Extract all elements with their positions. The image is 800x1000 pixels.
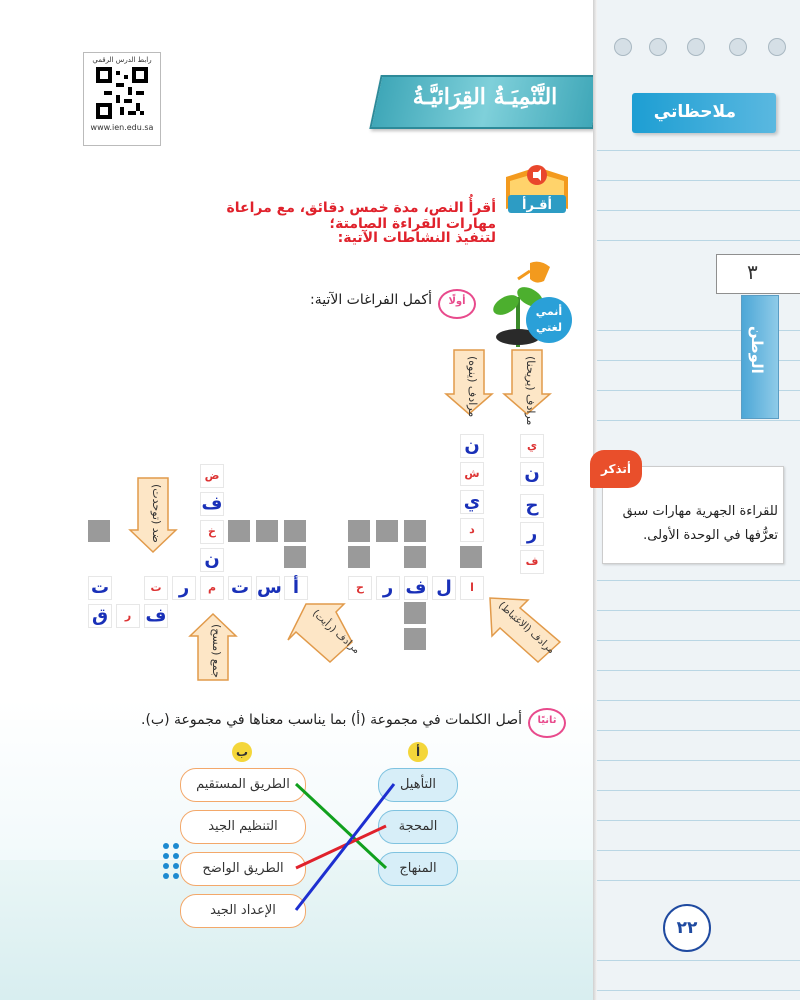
crossword-cell[interactable]: ض <box>200 464 224 488</box>
crossword-blocked-cell <box>256 520 278 542</box>
crossword-blocked-cell <box>404 602 426 624</box>
binder-hole <box>729 38 747 56</box>
grow-badge-line1: أنمي <box>535 305 563 318</box>
read-badge-label: أقـرأ <box>522 198 552 213</box>
note-line <box>597 150 800 151</box>
group-b-item[interactable]: الإعداد الجيد <box>180 894 306 928</box>
question-2-badge: ثانيًا <box>528 708 566 738</box>
unit-name: الوطن <box>748 326 766 374</box>
question-2-text: أصل الكلمات في مجموعة (أ) بما يناسب معناها في مجموعة (ب). <box>141 712 522 728</box>
crossword-cell[interactable]: ف <box>201 493 223 514</box>
crossword-cell[interactable]: د <box>460 518 484 542</box>
note-line <box>597 610 800 611</box>
note-line <box>597 960 800 961</box>
note-line <box>597 790 800 791</box>
note-line <box>597 670 800 671</box>
crossword-cell[interactable]: ل <box>432 576 456 600</box>
crossword-cell[interactable]: ت <box>228 576 252 600</box>
group-a-item[interactable]: المنهاج <box>378 852 458 886</box>
crossword-cell[interactable]: ي <box>520 434 544 458</box>
note-line <box>597 700 800 701</box>
crossword-blocked-cell <box>376 520 398 542</box>
note-line <box>597 850 800 851</box>
arrow-label-opp: ضد (توحدت) <box>150 484 163 543</box>
crossword-blocked-cell <box>404 520 426 542</box>
arrow-label-syn-broad: مرادف (يريحنا) <box>524 356 537 426</box>
note-line <box>597 880 800 881</box>
crossword-cell[interactable]: ر <box>376 576 400 600</box>
note-line <box>597 730 800 731</box>
notes-title-bar <box>632 93 776 133</box>
arrow-label-syn-nod: مرادف (ينوه) <box>466 356 479 418</box>
notes-title: ملاحظاتي <box>653 102 736 122</box>
binder-hole <box>687 38 705 56</box>
crossword-cell[interactable]: ف <box>405 577 427 598</box>
arrow-label-syn-happy: مرادف (الاغتباط) <box>495 600 557 657</box>
note-line <box>597 210 800 211</box>
crossword-cell[interactable]: س <box>257 577 282 598</box>
group-a-label: أ <box>408 742 428 762</box>
crossword-cell[interactable]: ي <box>460 490 484 514</box>
note-line <box>597 820 800 821</box>
crossword-cell[interactable]: ق <box>88 604 112 628</box>
group-b-item[interactable]: الطريق الواضح <box>180 852 306 886</box>
crossword-cell[interactable]: ر <box>520 522 544 546</box>
crossword-cell[interactable]: ن <box>520 462 544 486</box>
crossword-blocked-cell <box>460 546 482 568</box>
note-line <box>597 420 800 421</box>
group-b-item[interactable]: الطريق المستقيم <box>180 768 306 802</box>
unit-number-box <box>716 254 800 294</box>
crossword-cell[interactable]: ر <box>116 604 140 628</box>
crossword-blocked-cell <box>284 546 306 568</box>
crossword-cell[interactable]: ف <box>520 550 544 574</box>
group-a-item[interactable]: المحجة <box>378 810 458 844</box>
note-line <box>597 180 800 181</box>
crossword-cell[interactable]: ا <box>460 576 484 600</box>
crossword-cell[interactable]: ت <box>88 576 112 600</box>
unit-number: ٣ <box>747 260 758 284</box>
crossword-blocked-cell <box>404 546 426 568</box>
note-line <box>597 240 800 241</box>
note-line <box>597 580 800 581</box>
crossword-cell[interactable]: ح <box>348 576 372 600</box>
lesson-title: التَّنْمِيَـةُ القِرَائيَّـةُ <box>412 84 558 110</box>
crossword-cell[interactable]: ن <box>460 434 484 458</box>
instruction-line-1: أقرأُ النص، مدة خمس دقائق، مع مراعاة مهارات القراءة الصامتة؛ <box>226 200 496 232</box>
crossword-cell[interactable]: ح <box>520 494 544 518</box>
crossword-blocked-cell <box>348 520 370 542</box>
question-1-text: أكمل الفراغات الآتية: <box>310 292 432 308</box>
group-a-item[interactable]: التأهيل <box>378 768 458 802</box>
crossword-blocked-cell <box>88 520 110 542</box>
binder-hole <box>649 38 667 56</box>
crossword-cell[interactable]: ر <box>172 576 196 600</box>
arrow-label-plural: جمع (مسح) <box>210 624 223 678</box>
crossword-blocked-cell <box>404 628 426 650</box>
qr-url: www.ien.edu.sa <box>90 123 154 132</box>
page-number: ٢٢ <box>663 904 711 952</box>
crossword-cell[interactable]: خ <box>200 520 224 544</box>
question-1-badge: أولًا <box>438 289 476 319</box>
crossword-blocked-cell <box>284 520 306 542</box>
crossword-cell[interactable]: ن <box>200 548 224 572</box>
crossword-cell[interactable]: ف <box>145 605 167 626</box>
group-b-item[interactable]: التنظيم الجيد <box>180 810 306 844</box>
crossword-cell[interactable]: ت <box>144 576 168 600</box>
crossword-cell[interactable]: م <box>200 576 224 600</box>
qr-caption: رابط الدرس الرقمي <box>92 56 152 64</box>
binder-hole <box>768 38 786 56</box>
crossword-blocked-cell <box>348 546 370 568</box>
remember-text: للقراءة الجهرية مهارات سبق تعرُّفها في الوحدة الأولى. <box>622 504 778 543</box>
crossword-blocked-cell <box>228 520 250 542</box>
note-line <box>597 990 800 991</box>
instruction-line-2: لتنفيذ النشاطات الآتية: <box>337 230 496 246</box>
arrow-label-syn-saw: مرادف (رأيت) <box>309 608 362 657</box>
group-b-label: ب <box>232 742 252 762</box>
unit-tab[interactable] <box>741 295 779 419</box>
crossword-cell[interactable]: أ <box>284 576 308 600</box>
note-line <box>597 760 800 761</box>
drag-dots-icon <box>160 840 190 890</box>
remember-badge: أتذكر <box>590 450 642 488</box>
crossword-cell[interactable]: ش <box>460 462 484 486</box>
grow-badge-line2: لغتي <box>536 321 562 334</box>
binder-hole <box>614 38 632 56</box>
note-line <box>597 640 800 641</box>
